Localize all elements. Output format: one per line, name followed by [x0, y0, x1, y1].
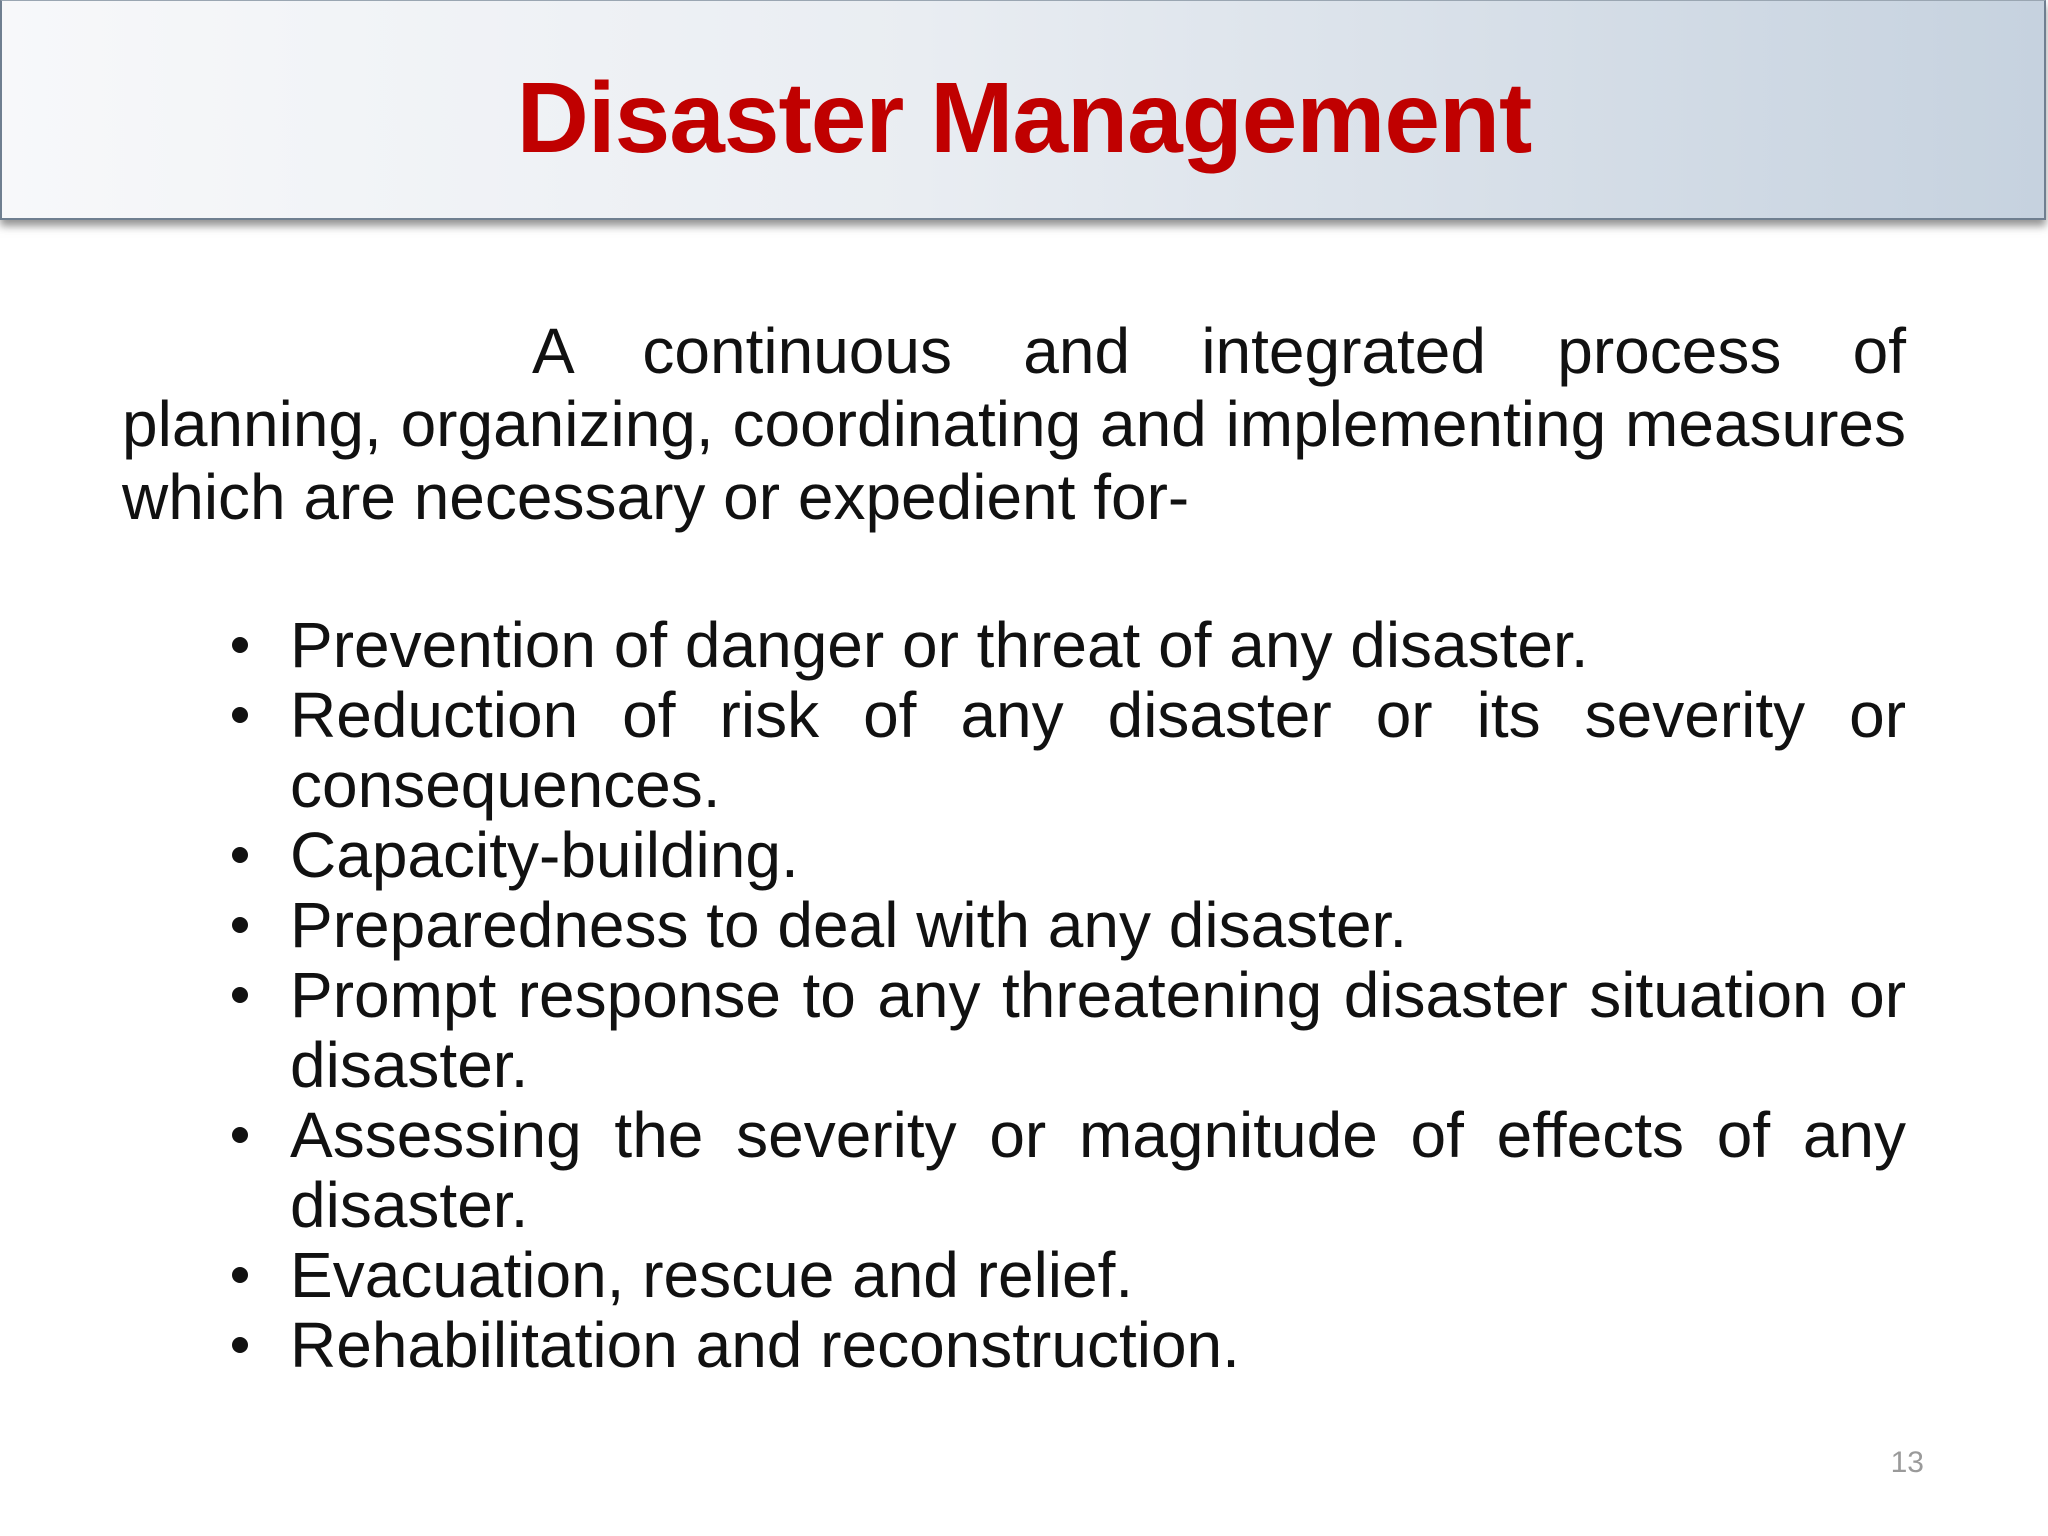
list-item-text: Rehabilitation and reconstruction.: [290, 1309, 1240, 1381]
slide-title: Disaster Management: [516, 62, 1532, 174]
list-item: [222, 1240, 1906, 1310]
list-item: [222, 820, 1906, 890]
list-item-text: Reduction of risk of any disaster or its severity or consequences.: [290, 679, 1906, 821]
list-item: [222, 890, 1906, 960]
list-item-text: Prompt response to any threatening disaster situation or disaster.: [290, 959, 1906, 1101]
list-item-text: Prevention of danger or threat of any disaster.: [290, 609, 1589, 681]
bullet-icon: [232, 987, 248, 1003]
bullet-icon: [232, 1337, 248, 1353]
page-number: 13: [1890, 1446, 1924, 1479]
list-item: [222, 1100, 1906, 1240]
bullet-icon: [232, 1267, 248, 1283]
list-item: [222, 610, 1906, 680]
list-item-text: Evacuation, rescue and relief.: [290, 1239, 1134, 1311]
list-item-text: Capacity-building.: [290, 819, 799, 891]
bullet-icon: [232, 917, 248, 933]
list-item-text: Assessing the severity or magnitude of effects of any disaster.: [290, 1099, 1906, 1241]
list-item-text: Preparedness to deal with any disaster.: [290, 889, 1408, 961]
bullet-icon: [232, 1127, 248, 1143]
list-item: [222, 1310, 1906, 1380]
bullet-icon: [232, 707, 248, 723]
list-item: [222, 960, 1906, 1100]
bullet-icon: [232, 847, 248, 863]
intro-paragraph: A continuous and integrated process of planning, organizing, coordinating and implementing measures which are necessary or expedient for-: [122, 315, 1906, 533]
bullet-icon: [232, 637, 248, 653]
list-item: [222, 680, 1906, 820]
bullet-list: [222, 610, 1906, 1380]
